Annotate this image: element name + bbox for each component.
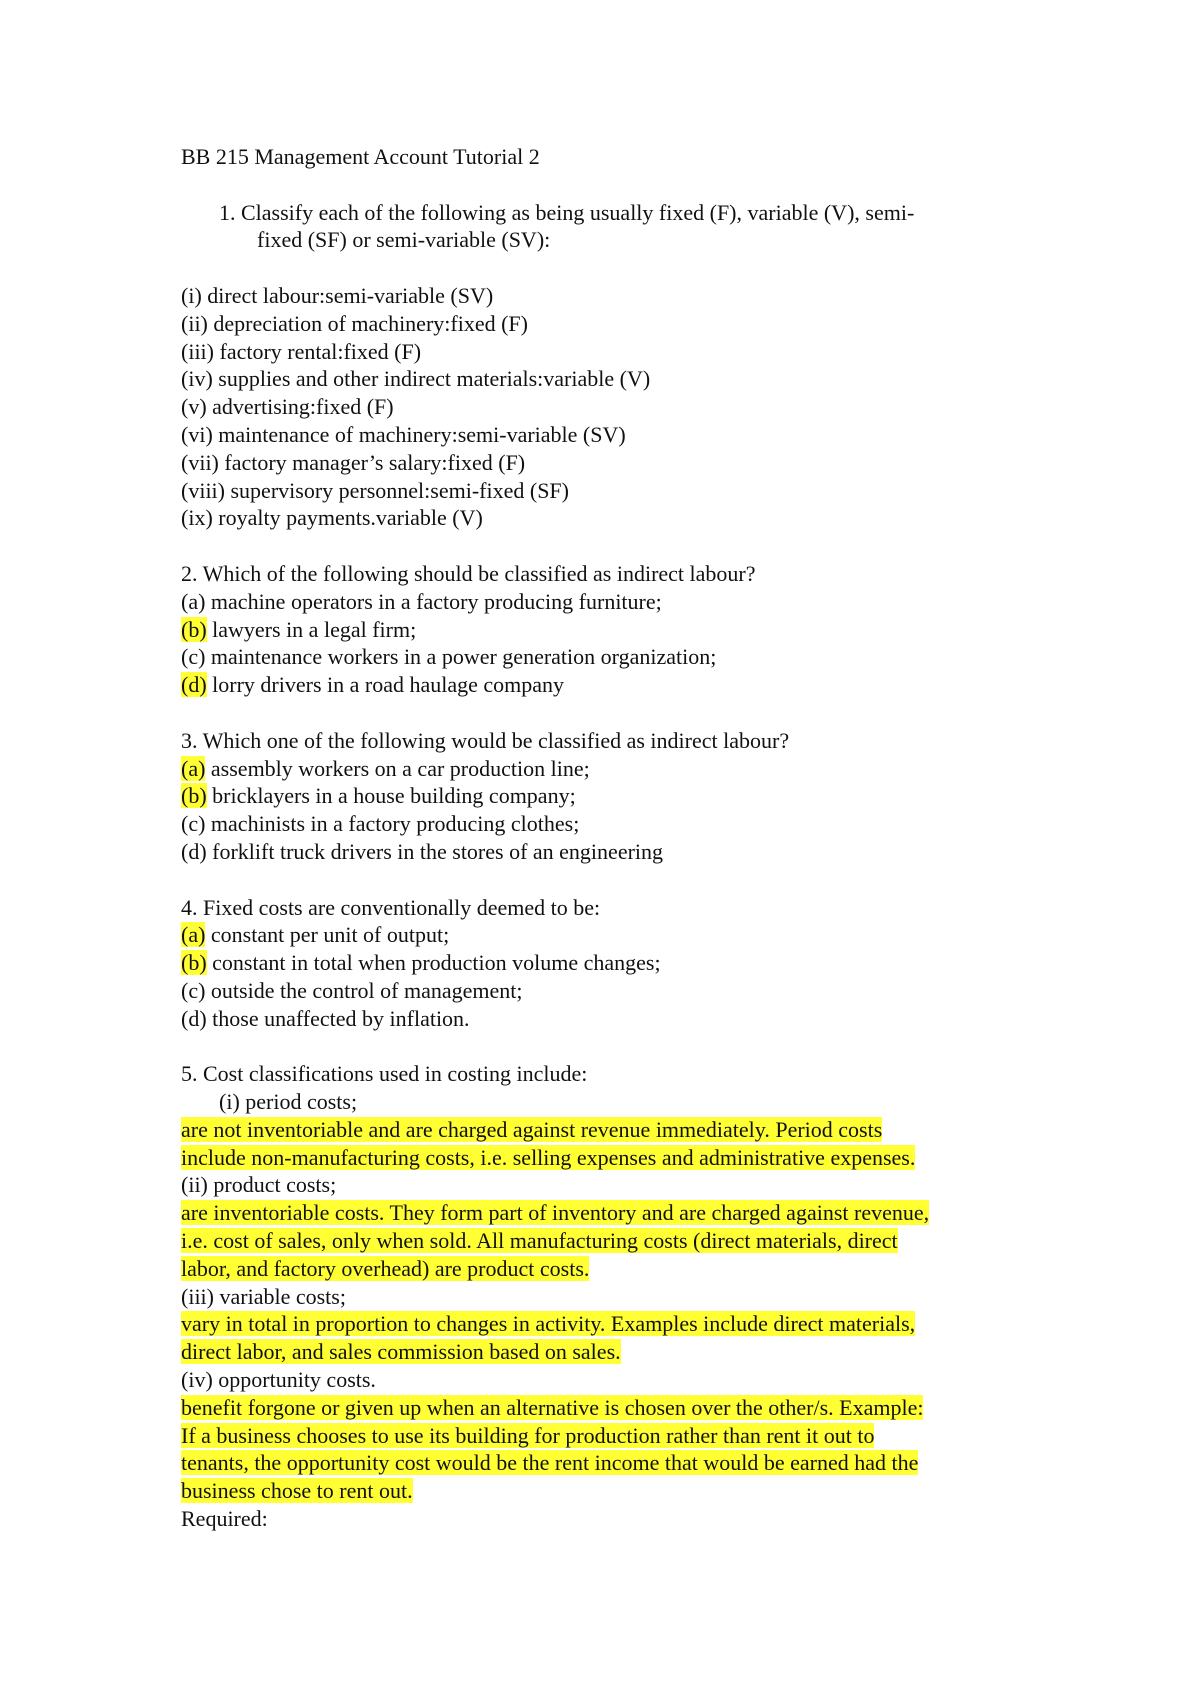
highlighted-answer: i.e. cost of sales, only when sold. All manufacturing costs (direct materials, direct	[181, 1228, 898, 1254]
highlighted-answer: tenants, the opportunity cost would be the rent income that would be earned had the	[181, 1450, 919, 1476]
q5-answer-line	[181, 1449, 1050, 1477]
highlighted-answer: are not inventoriable and are charged against revenue immediately. Period costs	[181, 1116, 883, 1142]
q3-option-c	[181, 810, 1050, 838]
q3-question: 3. Which one of the following would be classified as indirect labour?	[181, 727, 790, 753]
q5-answer-line	[181, 1394, 1050, 1422]
q3-option-a	[181, 755, 1050, 783]
option-text: lorry drivers in a road haulage company	[206, 672, 565, 698]
option-text: assembly workers on a car production line;	[205, 755, 590, 781]
q4-option-a	[181, 921, 1050, 949]
q1-item: (i) direct labour:semi-variable (SV)	[181, 282, 494, 308]
q2-question: 2. Which of the following should be classified as indirect labour?	[181, 560, 756, 586]
q4-option-b	[181, 949, 1050, 977]
q1-item: (iv) supplies and other indirect materials:variable (V)	[181, 366, 651, 392]
q1-item: (iii) factory rental:fixed (F)	[181, 338, 422, 364]
q5-answer-line	[181, 1338, 1050, 1366]
spacer	[181, 532, 1050, 560]
highlighted-answer: include non-manufacturing costs, i.e. selling expenses and administrative expenses.	[181, 1144, 916, 1170]
option-marker: (a)	[181, 588, 206, 614]
highlighted-answer: are inventoriable costs. They form part of inventory and are charged against revenue,	[181, 1200, 930, 1226]
q5-answer-line	[181, 1116, 1050, 1144]
spacer	[181, 1033, 1050, 1061]
option-text: machinists in a factory producing clothes;	[205, 811, 580, 837]
spacer	[181, 699, 1050, 727]
q5-answer-line	[181, 1310, 1050, 1338]
option-marker: (c)	[181, 811, 206, 837]
highlighted-option-marker: (b)	[181, 616, 207, 642]
q3-option-b	[181, 782, 1050, 810]
highlighted-option-marker: (a)	[181, 755, 206, 781]
highlighted-answer: vary in total in proportion to changes in activity. Examples include direct materials,	[181, 1311, 916, 1337]
option-marker: (d)	[181, 1005, 207, 1031]
q5-question: 5. Cost classifications used in costing include:	[181, 1061, 588, 1087]
q4-question: 4. Fixed costs are conventionally deemed to be:	[181, 894, 601, 920]
q5-sub-product: (ii) product costs;	[181, 1172, 337, 1198]
highlighted-answer: direct labor, and sales commission based on sales.	[181, 1339, 621, 1365]
q5-answer-line	[181, 1255, 1050, 1283]
option-text: bricklayers in a house building company;	[206, 783, 576, 809]
q4-option-d	[181, 1005, 1050, 1033]
highlighted-option-marker: (b)	[181, 783, 207, 809]
option-text: maintenance workers in a power generation organization;	[205, 644, 717, 670]
q1-line-1: 1. Classify each of the following as being usually fixed (F), variable (V), semi-	[219, 199, 915, 225]
q5-required-label: Required:	[181, 1506, 268, 1532]
q3-option-d	[181, 838, 1050, 866]
q5-answer-line	[181, 1227, 1050, 1255]
spacer	[181, 866, 1050, 894]
q1-item: (ii) depreciation of machinery:fixed (F)	[181, 310, 528, 336]
q1-item: (viii) supervisory personnel:semi-fixed (SF)	[181, 477, 569, 503]
q1-item: (v) advertising:fixed (F)	[181, 394, 394, 420]
highlighted-option-marker: (a)	[181, 922, 206, 948]
option-text: outside the control of management;	[205, 977, 523, 1003]
document-title: BB 215 Management Account Tutorial 2	[181, 144, 540, 169]
q5-answer-line	[181, 1144, 1050, 1172]
q2-option-b	[181, 616, 1050, 644]
q1-item: (ix) royalty payments.variable (V)	[181, 505, 483, 531]
option-text: constant in total when production volume changes;	[206, 950, 661, 976]
highlighted-answer: business chose to rent out.	[181, 1478, 413, 1504]
q2-option-c	[181, 643, 1050, 671]
q1-item: (vii) factory manager’s salary:fixed (F)	[181, 449, 526, 475]
q2-option-a	[181, 588, 1050, 616]
highlighted-answer: If a business chooses to use its building for production rather than rent it out to	[181, 1422, 875, 1448]
q2-option-d	[181, 671, 1050, 699]
option-text: forklift truck drivers in the stores of an engineering	[206, 838, 664, 864]
option-text: those unaffected by inflation.	[206, 1005, 470, 1031]
q5-answer-line	[181, 1199, 1050, 1227]
q5-answer-line	[181, 1477, 1050, 1505]
spacer	[181, 254, 1050, 282]
spacer	[181, 171, 1050, 199]
q5-sub-variable: (iii) variable costs;	[181, 1283, 346, 1309]
highlighted-answer: benefit forgone or given up when an alternative is chosen over the other/s. Example:	[181, 1394, 924, 1420]
q5-sub-period: (i) period costs;	[219, 1089, 358, 1115]
option-text: machine operators in a factory producing furniture;	[205, 588, 662, 614]
option-text: constant per unit of output;	[205, 922, 450, 948]
q1-item: (vi) maintenance of machinery:semi-variable (SV)	[181, 421, 626, 447]
q5-answer-line	[181, 1422, 1050, 1450]
option-marker: (c)	[181, 644, 206, 670]
q5-sub-opportunity: (iv) opportunity costs.	[181, 1367, 376, 1393]
option-text: lawyers in a legal firm;	[206, 616, 417, 642]
highlighted-answer: labor, and factory overhead) are product costs.	[181, 1255, 590, 1281]
option-marker: (d)	[181, 838, 207, 864]
q1-line-2: fixed (SF) or semi-variable (SV):	[257, 227, 551, 253]
q4-option-c	[181, 977, 1050, 1005]
highlighted-option-marker: (b)	[181, 950, 207, 976]
highlighted-option-marker: (d)	[181, 672, 207, 698]
option-marker: (c)	[181, 977, 206, 1003]
